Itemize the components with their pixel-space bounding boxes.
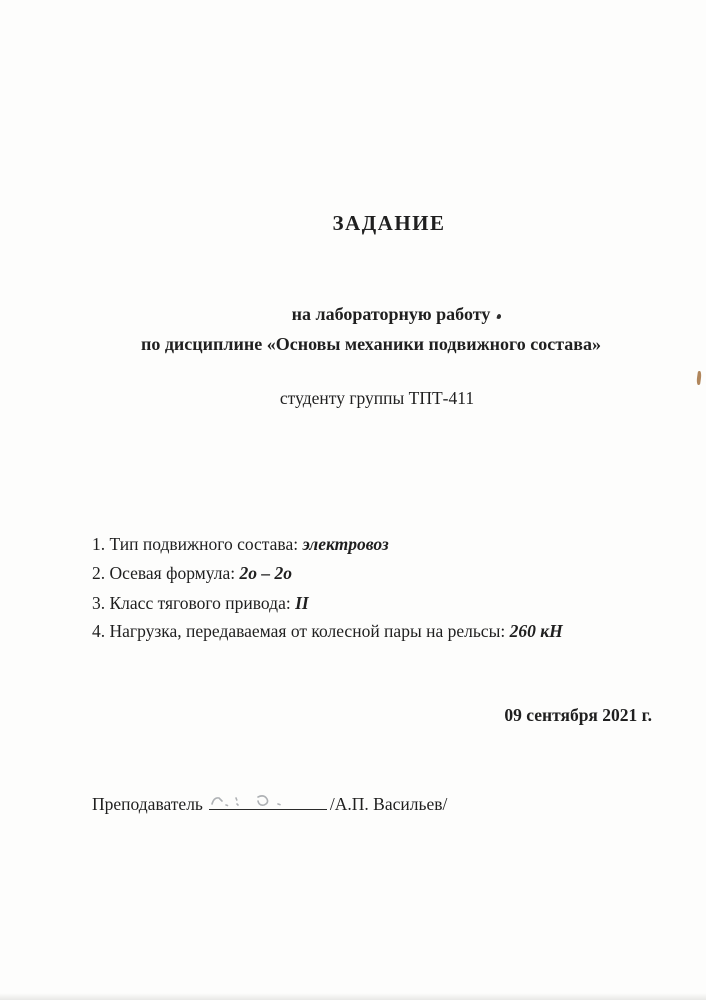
assignment-item [92, 593, 309, 614]
item-label: 1. Тип подвижного состава: [92, 534, 299, 554]
heading-lab-work: на лабораторную работу [291, 304, 491, 324]
item-value: электровоз [302, 534, 389, 554]
page-title: ЗАДАНИЕ [332, 211, 446, 235]
item-label: 2. Осевая формула: [92, 563, 236, 583]
teacher-label: Преподаватель [92, 794, 203, 814]
item-label: 4. Нагрузка, передаваемая от колесной пары на рельсы: [92, 621, 506, 641]
item-value: 260 кН [509, 621, 563, 641]
assignment-item [92, 563, 292, 584]
assignment-item [92, 621, 563, 642]
assignment-item [92, 534, 389, 555]
teacher-name: /А.П. Васильев/ [329, 794, 448, 814]
item-value: II [295, 593, 309, 613]
signature-scribble [206, 784, 326, 814]
heading-discipline: по дисциплине «Основы механики подвижного состава» [140, 334, 602, 354]
item-label: 3. Класс тягового привода: [92, 593, 291, 613]
date-line: 09 сентября 2021 г. [504, 705, 652, 725]
item-value: 2о – 2о [239, 563, 292, 583]
scan-artifact-ink-mark [696, 371, 702, 385]
student-group-line: студенту группы ТПТ-411 [279, 388, 475, 408]
